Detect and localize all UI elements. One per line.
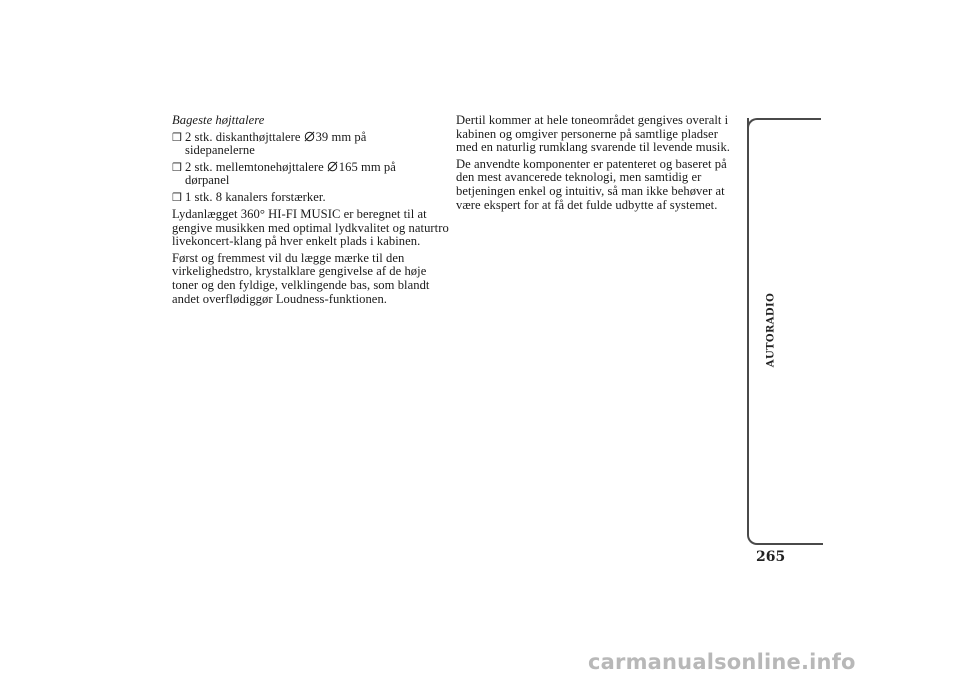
- diameter-icon: [327, 161, 338, 172]
- list-item-continuation: dørpanel: [185, 173, 230, 188]
- section-label: AUTORADIO: [765, 292, 777, 368]
- side-tab-frame: [747, 118, 823, 545]
- list-item-text-part: 2 stk. mellemtonehøjttalere: [185, 159, 324, 174]
- list-item-text: [185, 131, 450, 158]
- list-item-text: 1 stk. 8 kanalers forstærker.: [185, 189, 326, 204]
- side-tab-frame-top: [757, 118, 821, 120]
- checkbox-bullet-icon: ❒: [172, 191, 182, 204]
- checkbox-bullet-icon: ❒: [172, 131, 182, 144]
- list-item-text-part: 39 mm på: [315, 129, 367, 144]
- left-column: [172, 114, 450, 309]
- paragraph: Dertil kommer at hele toneområdet gengives overalt i kabinen og omgiver personerne på samtlige pladser med en naturlig rumklang svarende til levende musik.: [456, 113, 730, 155]
- list-item-text-part: 165 mm på: [338, 159, 396, 174]
- list-item-text: [185, 161, 450, 188]
- subheading-rear-speakers: Bageste højttalere: [172, 113, 265, 127]
- list-item-continuation: sidepanelerne: [185, 143, 255, 158]
- checkbox-bullet-icon: ❒: [172, 161, 182, 174]
- right-column: [456, 114, 734, 215]
- list-item-text-part: 2 stk. diskanthøjttalere: [185, 129, 301, 144]
- watermark: carmanualsonline.info: [588, 650, 856, 674]
- paragraph: De anvendte komponenter er patenteret og baseret på den mest avancerede teknologi, men samtidig er betjeningen enkel og intuitiv, så man ikke behøver at være ekspert for at få det fulde udbytte af systemet.: [456, 156, 727, 212]
- paragraph: Lydanlægget 360° HI-FI MUSIC er beregnet til at gengive musikken med optimal lydkvalitet og naturtro livekoncert-klang på hver enkelt plads i kabinen.: [172, 206, 449, 249]
- list-item: [172, 161, 450, 188]
- page-number: 265: [756, 549, 786, 565]
- diameter-icon: [304, 131, 315, 142]
- paragraph: Først og fremmest vil du lægge mærke til den virkelighedstro, krystalklare gengivelse af de høje toner og den fyldige, velklingende bas, som blandt andet overflødiggør Loudness-funktionen.: [172, 250, 430, 306]
- side-tab-frame-corner: [747, 118, 761, 132]
- list-item: [172, 191, 450, 205]
- list-item: [172, 131, 450, 158]
